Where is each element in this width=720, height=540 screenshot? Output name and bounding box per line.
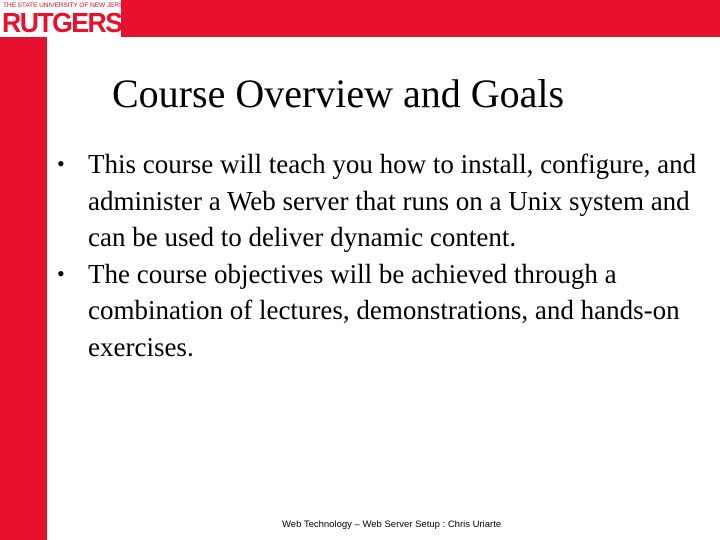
- slide-title: Course Overview and Goals: [112, 71, 565, 116]
- slide-footer: Web Technology – Web Server Setup : Chris Uriarte: [282, 519, 502, 530]
- logo-wordmark: RUTGERS: [2, 7, 122, 38]
- bullet-list: [57, 146, 717, 365]
- left-red-bar: [0, 0, 47, 540]
- bullet-item: [57, 256, 717, 366]
- bullet-icon: •: [57, 260, 65, 286]
- bullet-item: [57, 146, 717, 256]
- bullet-text: The course objectives will be achieved through a combination of lectures, demonstrations, and hands-on exercises.: [88, 258, 680, 362]
- logo-tagline: THE STATE UNIVERSITY OF NEW JERSEY: [3, 2, 132, 9]
- rutgers-logo: [0, 0, 132, 38]
- bullet-text: This course will teach you how to install, configure, and administer a Web server that runs on a Unix system and can be used to deliver dynamic content.: [88, 149, 697, 252]
- bullet-icon: •: [57, 151, 65, 176]
